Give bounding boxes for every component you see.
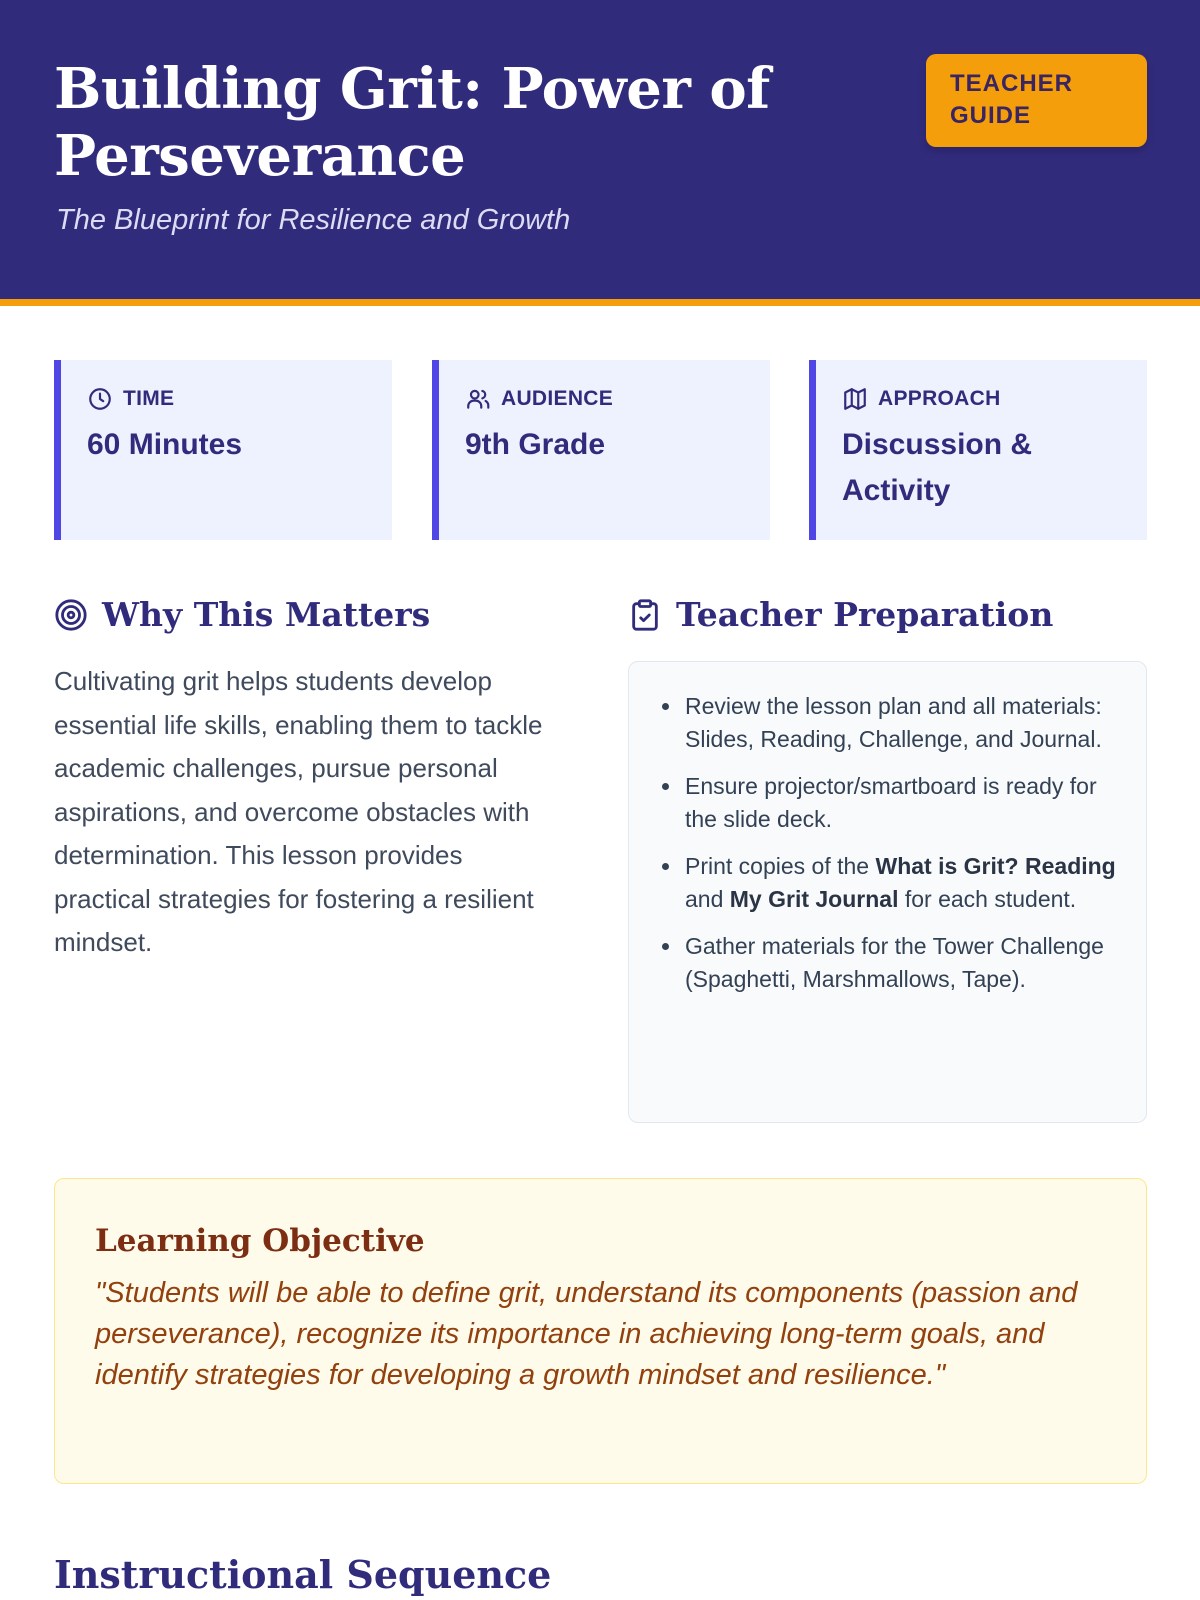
prep-item	[683, 770, 1118, 836]
prep-item-text: Review the lesson plan and all materials: Slides, Reading, Challenge, and Journal.	[685, 693, 1102, 752]
why-heading-text: Why This Matters	[102, 595, 431, 634]
map-icon	[842, 386, 868, 412]
prep-item-text: Print copies of the	[685, 853, 876, 879]
page-header	[0, 0, 1200, 306]
stat-card-time	[54, 360, 392, 540]
teacher-guide-badge: TEACHER GUIDE	[926, 54, 1147, 147]
prep-item-text: Gather materials for the Tower Challenge (Spaghetti, Marshmallows, Tape).	[685, 933, 1104, 992]
prep-heading	[628, 595, 1053, 634]
target-icon	[54, 598, 88, 632]
stat-label: TIME	[123, 387, 175, 410]
learning-objective-box	[54, 1178, 1147, 1484]
prep-item	[683, 930, 1118, 996]
why-body: Cultivating grit helps students develop essential life skills, enabling them to tackle academic challenges, pursue personal aspirations, and overcome obstacles with determination. This lesson provides practical strategies for fostering a resilient mindset.	[54, 666, 543, 957]
stat-value: 60 Minutes	[87, 428, 243, 461]
prep-item	[683, 690, 1118, 756]
prep-list-box	[628, 661, 1147, 1123]
prep-item-text: Ensure projector/smartboard is ready for the slide deck.	[685, 773, 1097, 832]
stat-label: AUDIENCE	[501, 387, 614, 410]
stat-card-approach	[809, 360, 1147, 540]
prep-list	[683, 690, 1118, 996]
objective-quote: "Students will be able to define grit, understand its components (passion and perseverance), recognize its importance in achieving long-term goals, and identify strategies for developing a growth mindset and resilience."	[95, 1277, 1078, 1391]
stat-value: Discussion & Activity	[842, 428, 1033, 507]
prep-item-text: and	[685, 886, 730, 912]
prep-heading-text: Teacher Preparation	[676, 595, 1054, 634]
clock-icon	[87, 386, 113, 412]
page-subtitle: The Blueprint for Resilience and Growth	[56, 204, 571, 236]
objective-title: Learning Objective	[95, 1223, 425, 1259]
instructional-sequence-heading: Instructional Sequence	[54, 1552, 552, 1597]
users-icon	[465, 386, 491, 412]
prep-item-text: for each student.	[898, 886, 1077, 912]
why-heading	[54, 595, 430, 634]
reading-title: What is Grit? Reading	[875, 853, 1116, 879]
clipboard-check-icon	[628, 598, 662, 632]
stat-card-audience	[432, 360, 770, 540]
page-title: Building Grit: Power of Perseverance	[54, 56, 770, 189]
stat-label: APPROACH	[878, 387, 1001, 410]
journal-title: My Grit Journal	[729, 886, 899, 912]
prep-item	[683, 850, 1118, 916]
stat-value: 9th Grade	[465, 428, 606, 461]
